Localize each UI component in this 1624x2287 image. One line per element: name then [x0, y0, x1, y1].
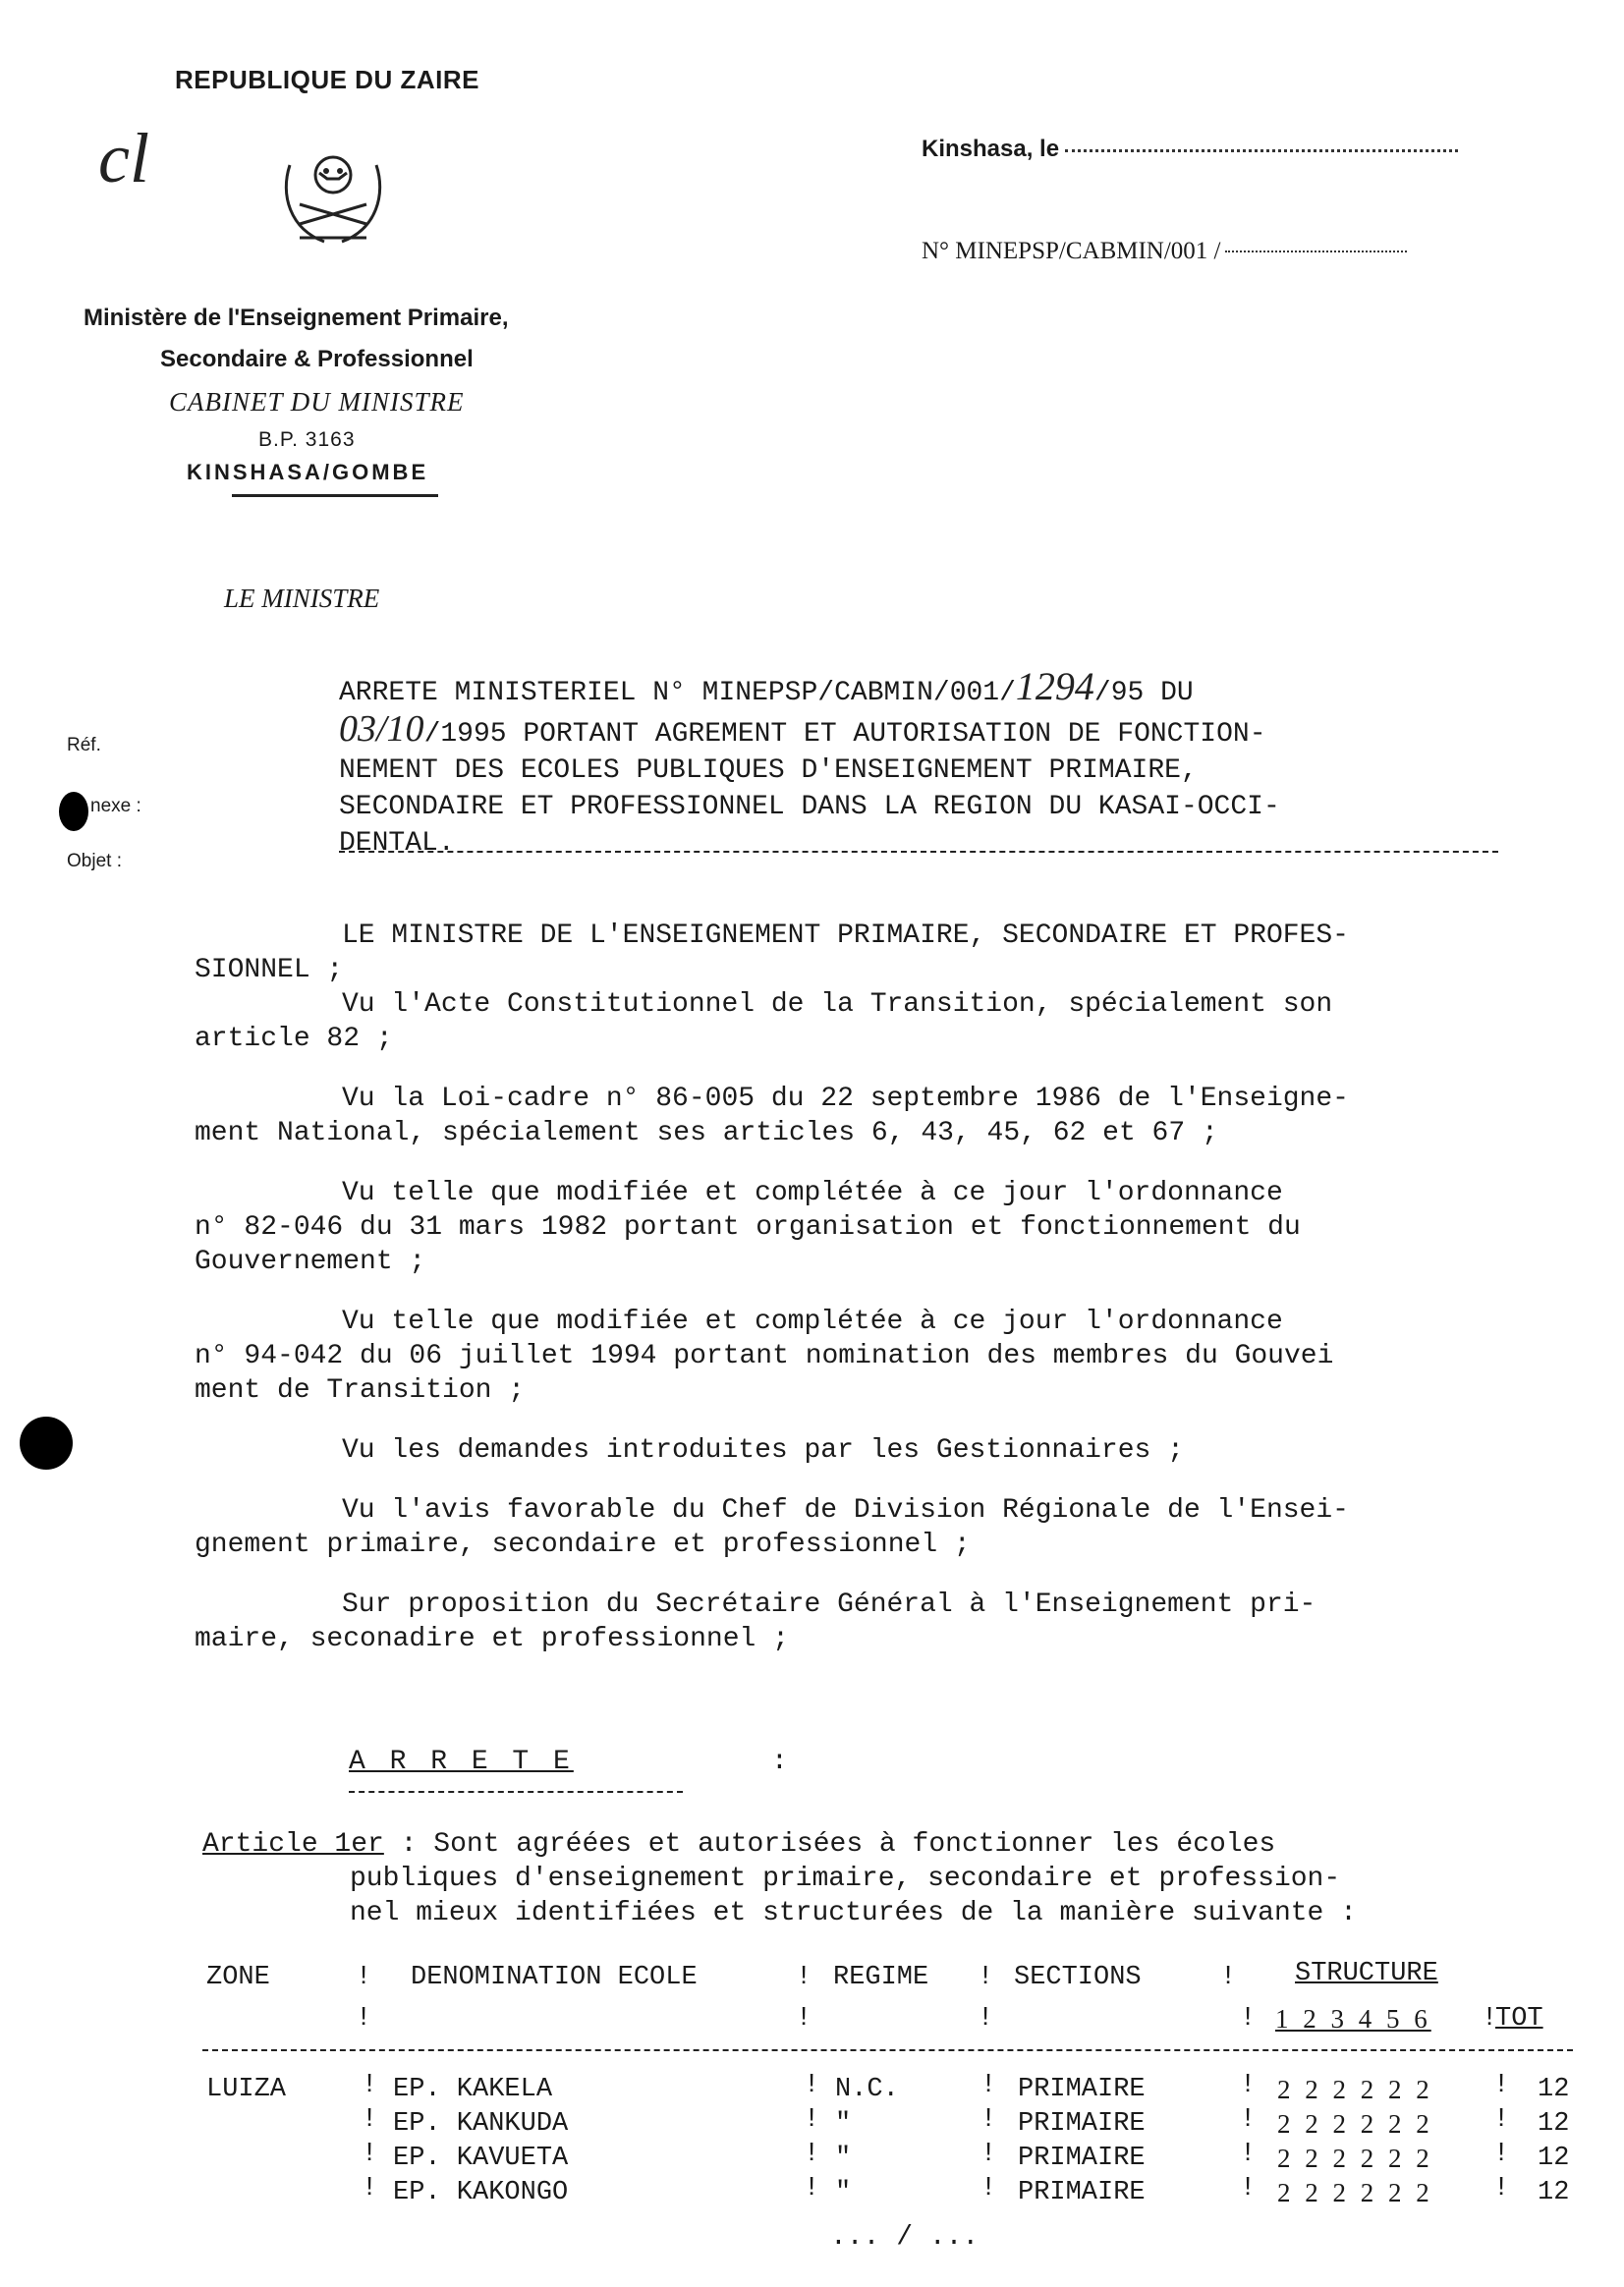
table-header-denomination: DENOMINATION ECOLE: [411, 1963, 698, 1992]
article-1-line3: nel mieux identifiées et structurées de la manière suivante :: [350, 1898, 1357, 1928]
table-cell-total: 12: [1538, 2144, 1570, 2173]
table-cell-regime: N.C.: [835, 2075, 899, 2104]
table-separator: !: [1240, 2174, 1257, 2203]
punch-hole: [20, 1417, 73, 1470]
objet-label: Objet :: [67, 851, 122, 871]
table-cell-school: EP. KANKUDA: [393, 2109, 569, 2139]
handwritten-decree-date: 03/10: [339, 708, 424, 750]
preamble-proposition-line1: Sur proposition du Secrétaire Général à l'Enseignement pri-: [342, 1590, 1316, 1620]
date-blank: [1065, 149, 1458, 152]
preamble: [195, 919, 1349, 1656]
preamble-avis-line1: Vu l'avis favorable du Chef de Division Régionale de l'Ensei-: [342, 1495, 1349, 1526]
table-separator: !: [1493, 2105, 1510, 2135]
table-separator: !: [362, 2140, 378, 2169]
address-underline: [232, 494, 438, 497]
table-separator: !: [1493, 2140, 1510, 2169]
arrete-heading: A R R E T E: [349, 1747, 574, 1777]
table-separator: !: [1240, 2004, 1257, 2034]
table-separator: !: [1240, 2105, 1257, 2135]
punch-hole-mark: [59, 792, 88, 831]
table-cell-structure: 2 2 2 2 2 2: [1277, 2144, 1433, 2173]
preamble-ordonnance1-line1: Vu telle que modifiée et complétée à ce jour l'ordonnance: [342, 1178, 1283, 1208]
table-header-sections: SECTIONS: [1014, 1963, 1142, 1992]
table-cell-regime: ": [835, 2178, 852, 2207]
table-cell-structure: 2 2 2 2 2 2: [1277, 2075, 1433, 2104]
table-separator: !: [796, 2004, 812, 2034]
arrete-underline: [349, 1791, 683, 1793]
preamble-minister-line1: LE MINISTRE DE L'ENSEIGNEMENT PRIMAIRE, SECONDAIRE ET PROFES-: [342, 920, 1349, 951]
table-separator: !: [1240, 2140, 1257, 2169]
city-address: KINSHASA/GOMBE: [187, 460, 429, 484]
cabinet-title: CABINET DU MINISTRE: [169, 387, 465, 417]
table-separator: !: [980, 2071, 997, 2100]
table-cell-structure: 2 2 2 2 2 2: [1277, 2178, 1433, 2207]
table-cell-total: 12: [1538, 2075, 1570, 2104]
decree-title: [339, 664, 1280, 862]
table-separator: !: [978, 1963, 994, 1992]
table-separator: !: [1493, 2071, 1510, 2100]
table-cell-zone: LUIZA: [206, 2075, 287, 2104]
table-header-grades: 1 2 3 4 5 6: [1275, 2004, 1431, 2034]
table-cell-section: PRIMAIRE: [1018, 2144, 1146, 2173]
table-separator: !: [1220, 1963, 1237, 1992]
decree-title-line5: DENTAL.: [339, 828, 455, 859]
preamble-avis-line2: gnement primaire, secondaire et professionnel ;: [195, 1530, 971, 1560]
decree-title-line1: ARRETE MINISTERIEL N° MINEPSP/CABMIN/001/1294/95 DU: [339, 664, 1194, 708]
table-separator: !: [1240, 2071, 1257, 2100]
table-separator: !: [804, 2140, 820, 2169]
table-header-total: TOT: [1495, 2004, 1543, 2034]
table-cell-regime: ": [835, 2109, 852, 2139]
article-1-label: Article 1er: [202, 1829, 384, 1860]
table-cell-school: EP. KAVUETA: [393, 2144, 569, 2173]
article-1-line2: publiques d'enseignement primaire, secondaire et profession-: [350, 1864, 1341, 1894]
table-separator: !: [804, 2174, 820, 2203]
reference-blank: [1225, 251, 1407, 252]
page-continuation: ... / ...: [830, 2222, 980, 2253]
table-separator: !: [804, 2071, 820, 2100]
reference-number-label: N° MINEPSP/CABMIN/001 /: [922, 238, 1221, 264]
preamble-ordonnance2-line2: n° 94-042 du 06 juillet 1994 portant nomination des membres du Gouvei: [195, 1341, 1334, 1371]
table-cell-section: PRIMAIRE: [1018, 2178, 1146, 2207]
arrete-heading-colon: :: [771, 1747, 788, 1777]
preamble-loi-cadre-line2: ment National, spécialement ses articles 6, 43, 45, 62 et 67 ;: [195, 1118, 1218, 1148]
table-separator: !: [356, 1963, 372, 1992]
table-separator: !: [362, 2105, 378, 2135]
table-separator: !: [796, 1963, 812, 1992]
preamble-demandes-line1: Vu les demandes introduites par les Gestionnaires ;: [342, 1435, 1184, 1466]
table-cell-school: EP. KAKELA: [393, 2075, 553, 2104]
table-header-regime: REGIME: [833, 1963, 929, 1992]
preamble-loi-cadre-line1: Vu la Loi-cadre n° 86-005 du 22 septembre 1986 de l'Enseigne-: [342, 1084, 1349, 1114]
decree-title-line4: SECONDAIRE ET PROFESSIONNEL DANS LA REGION DU KASAI-OCCI-: [339, 792, 1280, 822]
reference-number: [922, 238, 1407, 265]
table-separator: !: [980, 2140, 997, 2169]
table-cell-structure: 2 2 2 2 2 2: [1277, 2109, 1433, 2139]
table-cell-regime: ": [835, 2144, 852, 2173]
ref-label: Réf.: [67, 735, 101, 755]
table-cell-total: 12: [1538, 2109, 1570, 2139]
preamble-ordonnance2-line3: ment de Transition ;: [195, 1375, 526, 1406]
table-separator: !: [980, 2174, 997, 2203]
table-separator: !: [362, 2174, 378, 2203]
table-header-zone: ZONE: [206, 1963, 270, 1992]
decree-title-line3: NEMENT DES ECOLES PUBLIQUES D'ENSEIGNEMENT PRIMAIRE,: [339, 755, 1198, 786]
table-cell-section: PRIMAIRE: [1018, 2075, 1146, 2104]
table-header-rule: [202, 2049, 1573, 2051]
place-date-label: Kinshasa, le: [922, 136, 1060, 162]
table-separator: !: [980, 2105, 997, 2135]
preamble-ordonnance1-line3: Gouvernement ;: [195, 1247, 426, 1277]
table-separator: !: [804, 2105, 820, 2135]
title-separator: [339, 851, 1498, 853]
table-separator: !: [978, 2004, 994, 2034]
preamble-ordonnance1-line2: n° 82-046 du 31 mars 1982 portant organisation et fonctionnement du: [195, 1212, 1301, 1243]
article-1-line1: : Sont agréées et autorisées à fonctionner les écoles: [400, 1829, 1276, 1860]
table-header-structure: STRUCTURE: [1295, 1959, 1438, 1988]
republic-name: REPUBLIQUE DU ZAIRE: [175, 65, 479, 94]
signatory-title: LE MINISTRE: [224, 584, 380, 613]
ministry-name-line2: Secondaire & Professionnel: [160, 346, 474, 372]
table-cell-section: PRIMAIRE: [1018, 2109, 1146, 2139]
table-separator: !: [1493, 2174, 1510, 2203]
table-separator: !: [362, 2071, 378, 2100]
handwritten-decree-number: 1294: [1015, 664, 1094, 708]
coat-of-arms-emblem: [270, 136, 396, 253]
handwritten-initials: cl: [98, 119, 149, 197]
preamble-constitution-line1: Vu l'Acte Constitutionnel de la Transition, spécialement son: [342, 989, 1333, 1020]
preamble-proposition-line2: maire, seconadire et professionnel ;: [195, 1624, 789, 1654]
preamble-constitution-line2: article 82 ;: [195, 1024, 393, 1054]
place-date: [922, 136, 1458, 163]
ministry-name-line1: Ministère de l'Enseignement Primaire,: [84, 305, 509, 331]
table-separator: !: [356, 2004, 372, 2034]
table-separator: !: [1482, 2004, 1498, 2034]
preamble-ordonnance2-line1: Vu telle que modifiée et complétée à ce jour l'ordonnance: [342, 1307, 1283, 1337]
table-cell-school: EP. KAKONGO: [393, 2178, 569, 2207]
annexe-label: nexe :: [90, 796, 141, 816]
decree-title-line2: 03/10/1995 PORTANT AGREMENT ET AUTORISATION DE FONCTION-: [339, 708, 1266, 750]
postal-box: B.P. 3163: [258, 428, 356, 451]
preamble-minister-line2: SIONNEL ;: [195, 955, 344, 985]
table-cell-total: 12: [1538, 2178, 1570, 2207]
article-1: [202, 1827, 1357, 1930]
